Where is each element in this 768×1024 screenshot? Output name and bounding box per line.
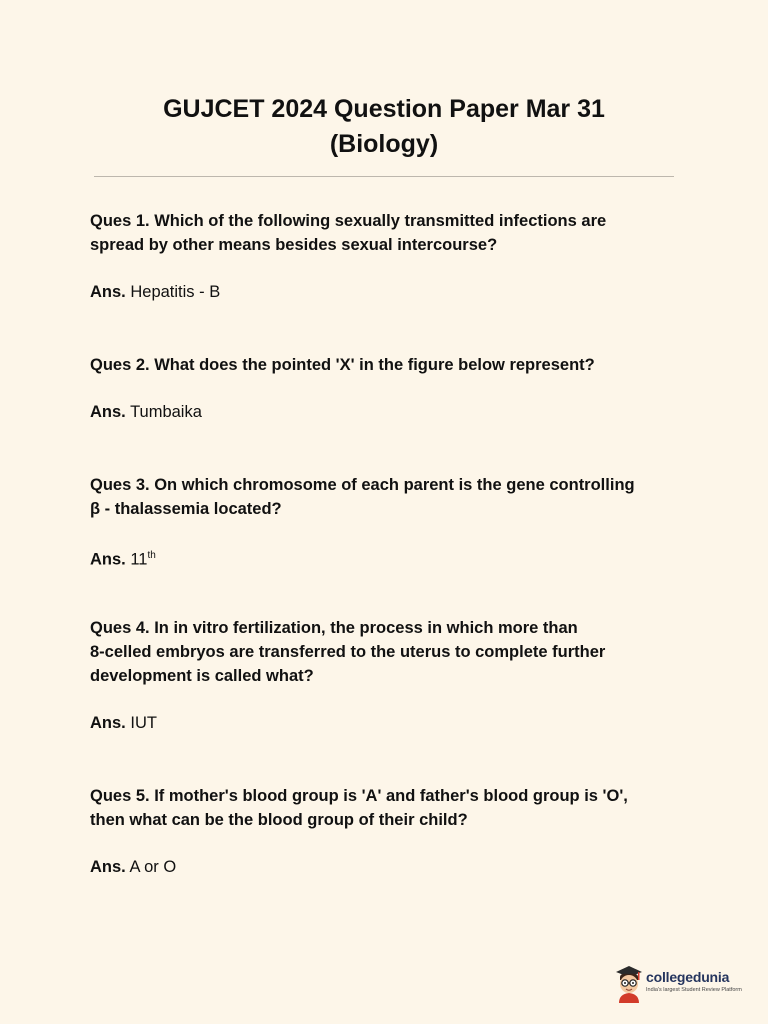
answer-label: Ans. <box>90 714 126 732</box>
question-4-line-2: 8-celled embryos are transferred to the uterus to complete further <box>90 643 606 661</box>
page-title-line-2: (Biology) <box>329 130 439 158</box>
collegedunia-logo <box>614 961 744 1005</box>
question-4-line-1: Ques 4. In in vitro fertilization, the process in which more than <box>90 619 578 637</box>
answer-4-text: IUT <box>130 714 157 732</box>
answer-3 <box>90 544 690 572</box>
question-1 <box>90 209 690 257</box>
answer-label: Ans. <box>90 550 126 569</box>
question-5 <box>90 784 690 832</box>
title-divider <box>94 176 674 177</box>
page-title-line-1: GUJCET 2024 Question Paper Mar 31 <box>163 95 605 123</box>
question-1-line-2: spread by other means besides sexual intercourse? <box>90 236 498 254</box>
logo-name: collegedunia <box>646 969 730 985</box>
question-2-line-1: Ques 2. What does the pointed 'X' in the figure below represent? <box>90 356 595 374</box>
question-block-2 <box>90 353 690 424</box>
answer-1-text: Hepatitis - B <box>130 283 221 301</box>
answer-4 <box>90 711 690 735</box>
answer-label: Ans. <box>90 403 126 421</box>
question-1-line-1: Ques 1. Which of the following sexually transmitted infections are <box>90 212 607 230</box>
answer-5-text: A or O <box>129 858 177 876</box>
question-block-5 <box>90 784 690 879</box>
question-block-3 <box>90 473 690 572</box>
page-title <box>0 92 768 162</box>
question-4-line-3: development is called what? <box>90 667 314 685</box>
answer-2-text: Tumbaika <box>130 403 202 421</box>
question-block-1 <box>90 209 690 304</box>
question-5-line-1: Ques 5. If mother's blood group is 'A' and father's blood group is 'O', <box>90 787 628 805</box>
answer-label: Ans. <box>90 283 126 301</box>
answer-1 <box>90 280 690 304</box>
question-4 <box>90 616 690 688</box>
answer-3-text: 11 <box>130 550 148 569</box>
question-block-4 <box>90 616 690 735</box>
answer-5 <box>90 855 690 879</box>
student-mascot-icon <box>614 963 644 1003</box>
question-2 <box>90 353 690 377</box>
answer-2 <box>90 400 690 424</box>
question-3 <box>90 473 690 521</box>
logo-tagline: India's largest Student Review Platform <box>646 987 742 993</box>
question-5-line-2: then what can be the blood group of their child? <box>90 811 468 829</box>
question-3-line-1: Ques 3. On which chromosome of each parent is the gene controlling <box>90 476 635 494</box>
answer-label: Ans. <box>90 858 126 876</box>
question-3-line-2: β - thalassemia located? <box>90 500 282 518</box>
answer-3-superscript: th <box>147 550 156 561</box>
